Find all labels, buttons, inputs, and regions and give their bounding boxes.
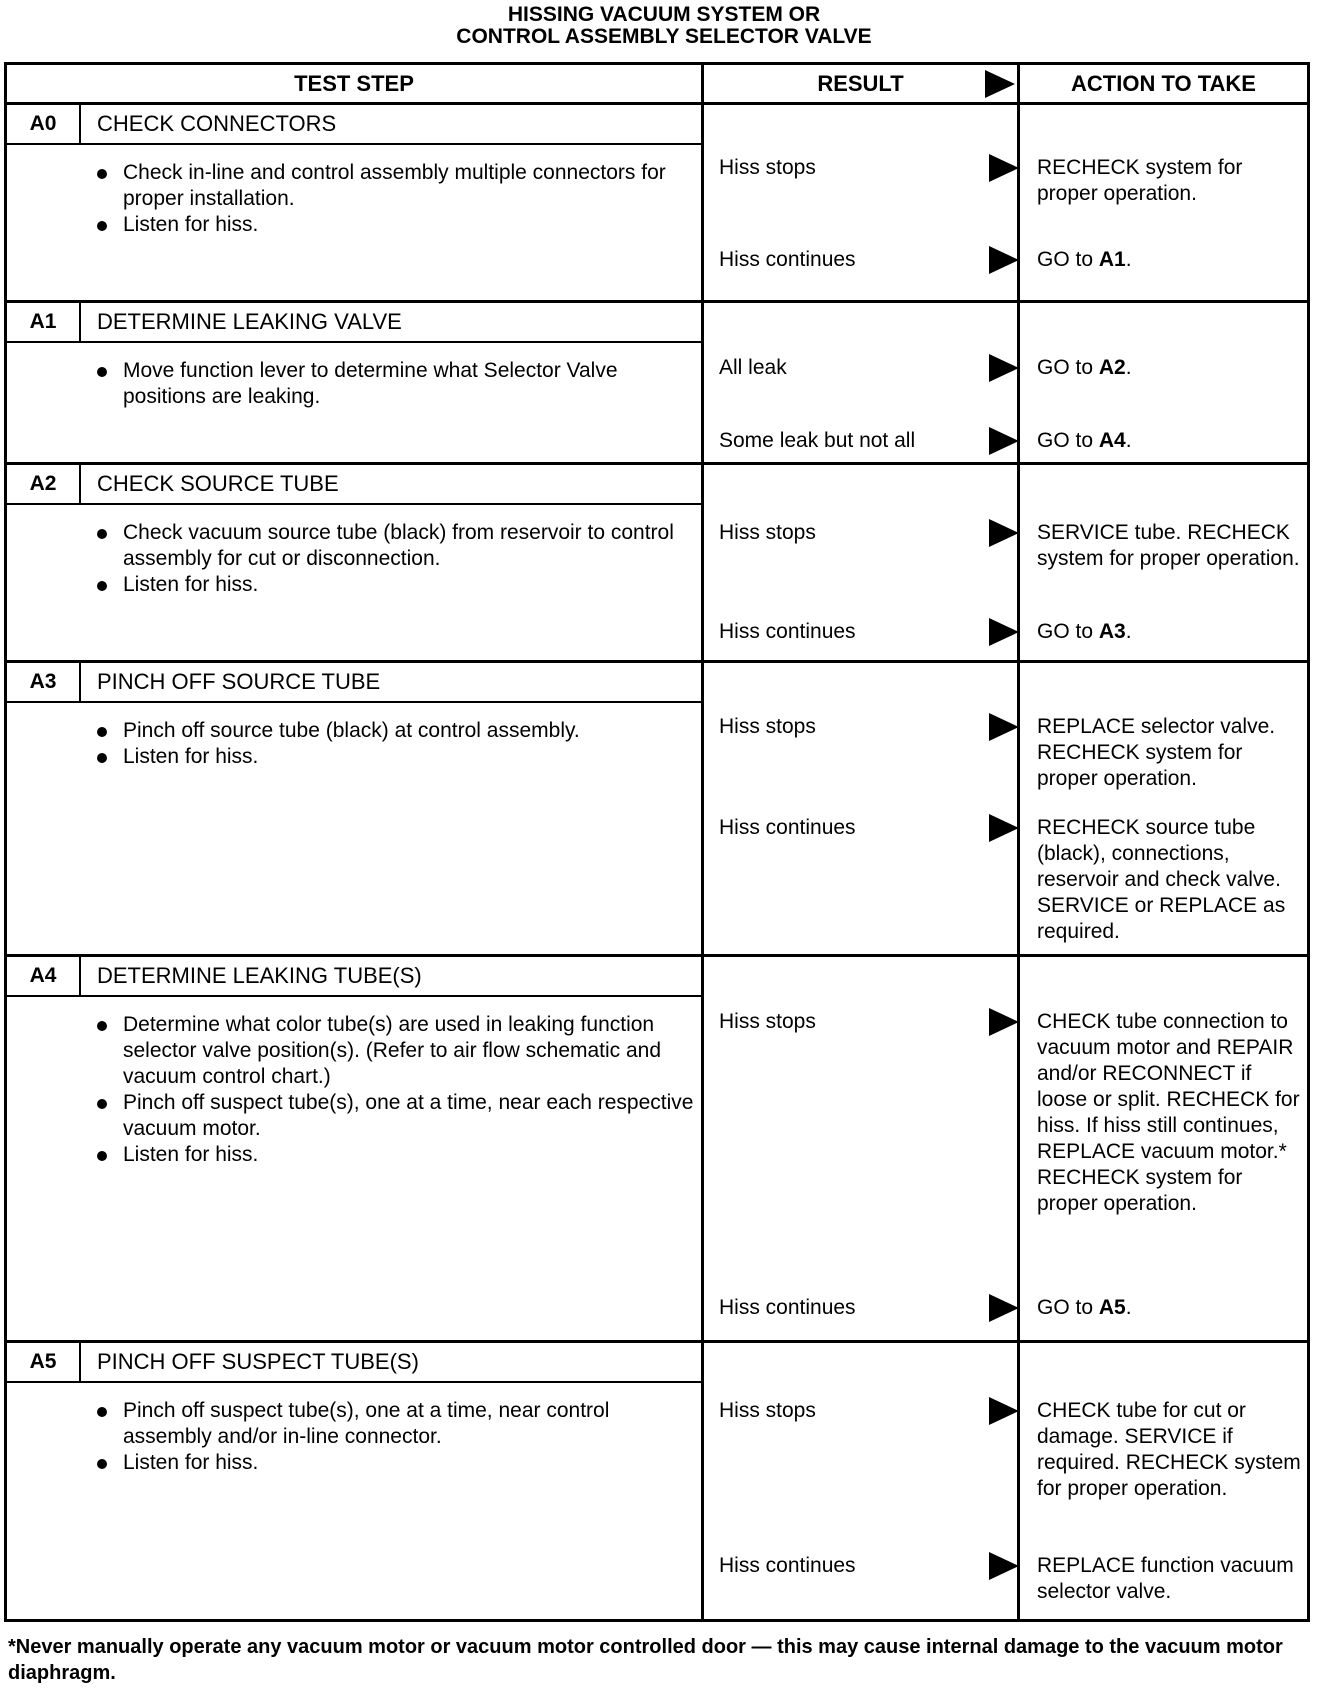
step-title: CHECK CONNECTORS — [97, 111, 337, 136]
action-text: CHECK tube for cut or damage. SERVICE if required. RECHECK system for proper operation. — [1037, 1399, 1301, 1500]
step-header — [7, 303, 701, 343]
step-title: PINCH OFF SUSPECT TUBE(S) — [97, 1349, 419, 1374]
bullet-icon — [97, 1021, 107, 1031]
bullet-icon — [97, 221, 107, 231]
action-text: GO to A4. — [1037, 429, 1132, 452]
result-arrow-icon — [989, 519, 1019, 547]
result-arrow-icon — [989, 618, 1019, 646]
result-text: Hiss stops — [719, 1399, 816, 1422]
result-text: Some leak but not all — [719, 429, 916, 452]
step-a5 — [7, 1343, 1307, 1619]
step-a2 — [7, 465, 1307, 663]
instruction-item: Pinch off suspect tube(s), one at a time, near control assembly and/or in-line connector. — [95, 1398, 695, 1450]
result-arrow-icon — [989, 354, 1019, 382]
result-text: Hiss stops — [719, 156, 816, 179]
action-text: CHECK tube connection to vacuum motor and REPAIR and/or RECONNECT if loose or split. RECHECK for hiss. If hiss still continues, REPLACE vacuum motor.* RECHECK system for proper operation. — [1037, 1010, 1300, 1215]
result-text: Hiss stops — [719, 1010, 816, 1033]
instruction-item: Pinch off suspect tube(s), one at a time, near each respective vacuum motor. — [95, 1090, 695, 1142]
step-instructions — [95, 1398, 695, 1476]
step-title: DETERMINE LEAKING TUBE(S) — [97, 963, 422, 988]
action-text: GO to A1. — [1037, 248, 1132, 271]
result-arrow-icon — [989, 246, 1019, 274]
diagnostic-table — [4, 62, 1310, 1622]
result-text: Hiss continues — [719, 1554, 856, 1577]
step-header — [7, 465, 701, 505]
step-id: A2 — [7, 465, 81, 503]
instruction-item: Listen for hiss. — [95, 212, 695, 238]
instruction-item: Pinch off source tube (black) at control assembly. — [95, 718, 695, 744]
step-id: A0 — [7, 105, 81, 143]
result-text: Hiss continues — [719, 1296, 856, 1319]
bullet-icon — [97, 727, 107, 737]
title-line-1: HISSING VACUUM SYSTEM OR — [507, 3, 821, 26]
action-text: GO to A2. — [1037, 356, 1132, 379]
result-arrow-icon — [989, 427, 1019, 455]
title-line-2: CONTROL ASSEMBLY SELECTOR VALVE — [456, 25, 872, 48]
step-a3 — [7, 663, 1307, 957]
result-arrow-icon — [989, 713, 1019, 741]
step-header — [7, 663, 701, 703]
step-instructions — [95, 520, 695, 598]
result-text: All leak — [719, 356, 787, 379]
instruction-item: Move function lever to determine what Selector Valve positions are leaking. — [95, 358, 695, 410]
action-text: RECHECK source tube (black), connections, reservoir and check valve. SERVICE or REPLACE as required. — [1037, 816, 1286, 943]
result-arrow-icon — [989, 1294, 1019, 1322]
result-text: Hiss continues — [719, 248, 856, 271]
result-text: Hiss continues — [719, 620, 856, 643]
step-header — [7, 105, 701, 145]
instruction-item: Check vacuum source tube (black) from reservoir to control assembly for cut or disconnection. — [95, 520, 695, 572]
table-header — [7, 65, 1307, 105]
result-arrow-icon — [989, 154, 1019, 182]
result-arrow-icon — [989, 1552, 1019, 1580]
instruction-item: Listen for hiss. — [95, 1450, 695, 1476]
step-a0 — [7, 105, 1307, 303]
result-arrow-icon — [989, 1008, 1019, 1036]
step-title: PINCH OFF SOURCE TUBE — [97, 669, 381, 694]
step-id: A1 — [7, 303, 81, 341]
step-id: A5 — [7, 1343, 81, 1381]
bullet-icon — [97, 1099, 107, 1109]
action-text: RECHECK system for proper operation. — [1037, 156, 1243, 205]
header-result: RESULT — [817, 71, 904, 96]
instruction-item: Listen for hiss. — [95, 1142, 695, 1168]
instruction-item: Listen for hiss. — [95, 572, 695, 598]
step-id: A4 — [7, 957, 81, 995]
step-header — [7, 957, 701, 997]
header-arrow-icon — [985, 70, 1015, 98]
action-text: GO to A5. — [1037, 1296, 1132, 1319]
step-a4 — [7, 957, 1307, 1343]
action-text: SERVICE tube. RECHECK system for proper operation. — [1037, 521, 1300, 570]
step-id: A3 — [7, 663, 81, 701]
bullet-icon — [97, 367, 107, 377]
step-instructions — [95, 1012, 695, 1168]
bullet-icon — [97, 529, 107, 539]
instruction-item: Listen for hiss. — [95, 744, 695, 770]
action-text: REPLACE function vacuum selector valve. — [1037, 1554, 1294, 1603]
header-test-step: TEST STEP — [294, 71, 414, 96]
header-action: ACTION TO TAKE — [1071, 71, 1256, 96]
step-title: CHECK SOURCE TUBE — [97, 471, 339, 496]
footnote: *Never manually operate any vacuum motor or vacuum motor controlled door — this may cause internal damage to the vacuum motor diaphragm. — [8, 1636, 1283, 1684]
bullet-icon — [97, 1151, 107, 1161]
bullet-icon — [97, 1459, 107, 1469]
result-text: Hiss stops — [719, 521, 816, 544]
step-title: DETERMINE LEAKING VALVE — [97, 309, 402, 334]
step-instructions — [95, 718, 695, 770]
bullet-icon — [97, 753, 107, 763]
step-instructions — [95, 358, 695, 410]
instruction-item: Determine what color tube(s) are used in leaking function selector valve position(s). (Refer to air flow schematic and vacuum control chart.) — [95, 1012, 695, 1090]
step-instructions — [95, 160, 695, 238]
bullet-icon — [97, 169, 107, 179]
action-text: REPLACE selector valve. RECHECK system for proper operation. — [1037, 715, 1276, 790]
step-a1 — [7, 303, 1307, 465]
bullet-icon — [97, 581, 107, 591]
result-arrow-icon — [989, 814, 1019, 842]
step-header — [7, 1343, 701, 1383]
bullet-icon — [97, 1407, 107, 1417]
instruction-item: Check in-line and control assembly multiple connectors for proper installation. — [95, 160, 695, 212]
action-text: GO to A3. — [1037, 620, 1132, 643]
result-text: Hiss stops — [719, 715, 816, 738]
result-arrow-icon — [989, 1397, 1019, 1425]
result-text: Hiss continues — [719, 816, 856, 839]
